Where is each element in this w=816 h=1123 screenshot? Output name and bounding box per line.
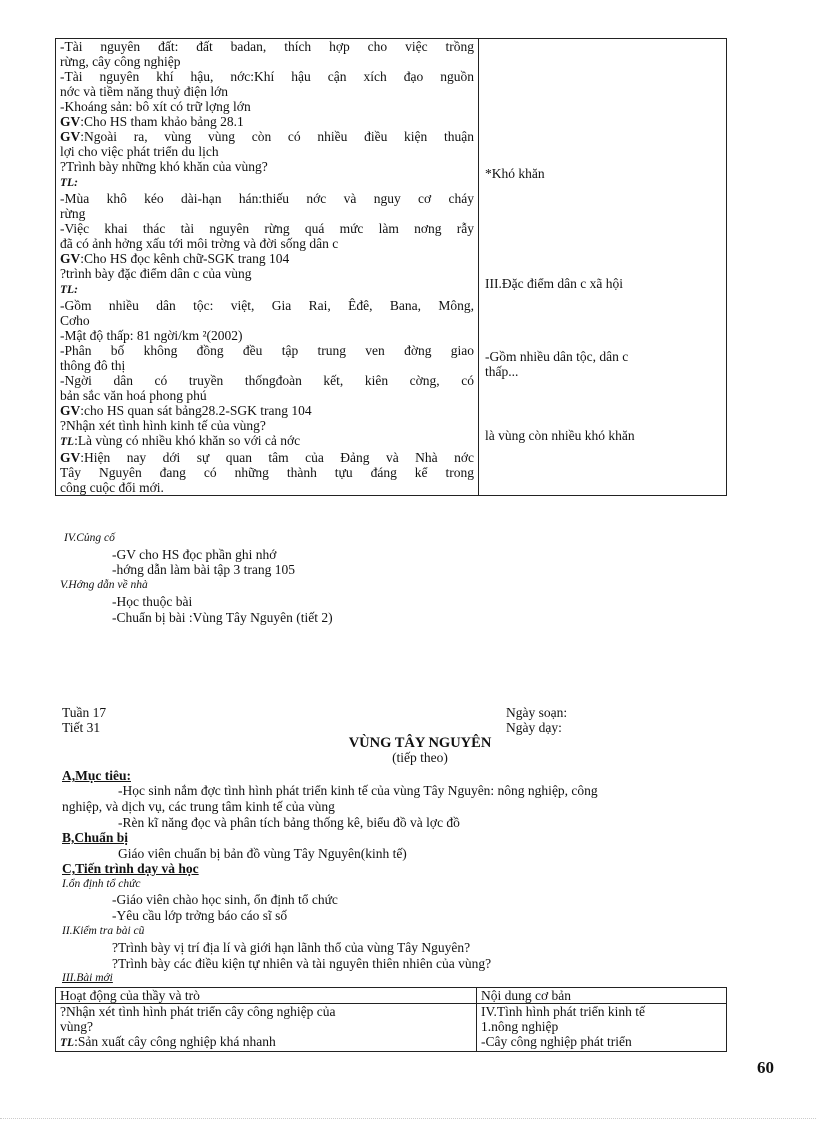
lesson-table-bottom: [55, 987, 727, 1052]
activity-line: -Khoáng sản: bô xít có trữ lợng lớn: [60, 99, 251, 114]
bottom-line-2: vùng?: [60, 1019, 93, 1034]
activity-line: rừng: [60, 206, 86, 221]
lesson-table-top: [55, 38, 727, 496]
cung-co-item-1: -GV cho HS đọc phần ghi nhớ: [112, 547, 277, 562]
bottom-line-3: TL:Sản xuất cây công nghiệp khá nhanh: [60, 1034, 276, 1049]
activity-line: TL:Là vùng có nhiều khó khăn so với cả nớc: [60, 433, 301, 448]
activity-line: thông đô thị: [60, 358, 126, 373]
activity-line: -Ngời dân có truyền thốngđoàn kết, kiên cờng, có: [60, 373, 474, 388]
activity-line: TL:: [60, 284, 78, 296]
muc-tieu-line-2: nghiệp, và dịch vụ, các trung tâm kinh tế của vùng: [62, 799, 335, 814]
lesson-title: VÙNG TÂY NGUYÊN: [348, 735, 492, 751]
ngay-day-label: Ngày dạy:: [506, 720, 562, 735]
teacher-student-activity-cell: [56, 39, 479, 496]
page-number: 60: [757, 1058, 774, 1077]
right-gom-2: thấp...: [485, 364, 519, 379]
on-dinh-heading: I.ổn định tổ chức: [62, 878, 141, 890]
muc-tieu-line-3: -Rèn kĩ năng đọc và phân tích bảng thống kê, biểu đồ và lợc đồ: [118, 815, 460, 830]
activity-line: GV:Cho HS tham khảo bảng 28.1: [60, 114, 244, 129]
activity-line: GV:Hiện nay dới sự quan tâm của Đảng và Nhà nớc: [60, 450, 474, 465]
activity-line: ?trình bày đặc điểm dân c của vùng: [60, 266, 252, 281]
activity-line: Tây Nguyên đang có những thành tựu đáng kể trong: [60, 465, 474, 480]
activity-line: đã có ảnh hởng xấu tới môi trờng và đời sống dân c: [60, 236, 339, 251]
activity-line: ?Nhận xét tình hình kinh tế của vùng?: [60, 418, 266, 433]
activity-line: -Tài nguyên đất: đất badan, thích hợp cho việc trồng: [60, 39, 474, 54]
table-row-content: [477, 1004, 727, 1052]
chuan-bi-line-1: Giáo viên chuẩn bị bản đồ vùng Tây Nguyên(kinh tế): [118, 846, 407, 861]
kiem-tra-line-2: ?Trình bày các điều kiện tự nhiên và tài nguyên thiên nhiên của vùng?: [112, 956, 492, 971]
kiem-tra-heading: II.Kiểm tra bài cũ: [62, 925, 145, 937]
chuan-bi-heading: B,Chuẩn bị: [62, 830, 129, 845]
table-header-activity: Hoạt động của thầy và trò: [56, 988, 477, 1004]
activity-line: TL:: [60, 177, 78, 189]
activity-line: công cuộc đổi mới.: [60, 480, 164, 495]
activity-line: -Mật độ thấp: 81 ngời/km ²(2002): [60, 328, 243, 343]
bottom-right-1: IV.Tình hình phát triển kinh tế: [481, 1004, 645, 1019]
bottom-right-2: 1.nông nghiệp: [481, 1019, 559, 1034]
table-header-content: Nội dung cơ bản: [477, 988, 727, 1004]
bottom-right-3: -Cây công nghiệp phát triển: [481, 1034, 632, 1049]
cung-co-item-2: -hớng dẫn làm bài tập 3 trang 105: [112, 562, 295, 577]
right-kho-khan: *Khó khăn: [485, 166, 545, 181]
tiet-label: Tiết 31: [62, 720, 101, 735]
huong-dan-item-2: -Chuẩn bị bài :Vùng Tây Nguyên (tiết 2): [112, 610, 333, 625]
activity-line: lợi cho việc phát triển du lịch: [60, 144, 219, 159]
lesson-subtitle: (tiếp theo): [392, 750, 448, 765]
content-cell: [479, 39, 727, 496]
table-row-activity: [56, 1004, 477, 1052]
muc-tieu-line-1: -Học sinh nắm đợc tình hình phát triển kinh tế của vùng Tây Nguyên: nông nghiệp, công: [118, 783, 598, 798]
activity-line: nớc và tiềm năng thuỷ điện lớn: [60, 84, 228, 99]
bottom-line-1: ?Nhận xét tình hình phát triển cây công nghiệp của: [60, 1004, 336, 1019]
activity-line: rừng, cây công nghiệp: [60, 54, 181, 69]
activity-line: bản sắc văn hoá phong phú: [60, 388, 207, 403]
activity-line: -Mùa khô kéo dài-hạn hán:thiếu nớc và nguy cơ cháy: [60, 191, 474, 206]
on-dinh-line-2: -Yêu cầu lớp trởng báo cáo sĩ số: [112, 908, 288, 923]
on-dinh-line-1: -Giáo viên chào học sinh, ổn định tổ chức: [112, 892, 338, 907]
right-dac-diem: III.Đặc điểm dân c xã hội: [485, 276, 623, 291]
activity-line: Cơho: [60, 313, 90, 328]
tien-trinh-heading: C,Tiến trình dạy và học: [62, 861, 199, 876]
bai-moi-heading: III.Bài mới: [62, 972, 113, 984]
tuan-label: Tuần 17: [62, 705, 107, 720]
huong-dan-item-1: -Học thuộc bài: [112, 594, 193, 609]
activity-line: GV:Cho HS đọc kênh chữ-SGK trang 104: [60, 251, 290, 266]
activity-line: GV:cho HS quan sát bảng28.2-SGK trang 104: [60, 403, 312, 418]
kiem-tra-line-1: ?Trình bày vị trí địa lí và giới hạn lãnh thổ của vùng Tây Nguyên?: [112, 940, 471, 955]
cung-co-heading: IV.Củng cố: [64, 532, 115, 544]
right-gom-1: -Gồm nhiều dân tộc, dân c: [485, 349, 629, 364]
huong-dan-heading: V.Hớng dẫn về nhà: [60, 579, 148, 591]
activity-line: -Gồm nhiều dân tộc: việt, Gia Rai, Êđê, Bana, Mông,: [60, 298, 474, 313]
muc-tieu-heading: A,Mục tiêu:: [62, 768, 131, 783]
activity-lines: [60, 39, 474, 495]
activity-line: -Phân bố không đồng đều tập trung ven đờng giao: [60, 343, 474, 358]
page-divider: [0, 1118, 816, 1119]
activity-line: GV:Ngoài ra, vùng vùng còn có nhiều điều kiện thuận: [60, 129, 474, 144]
activity-line: -Việc khai thác tài nguyên rừng quá mức làm nơng rẫy: [60, 221, 474, 236]
activity-line: ?Trình bày những khó khăn của vùng?: [60, 159, 268, 174]
ngay-soan-label: Ngày soạn:: [506, 705, 568, 720]
right-vung: là vùng còn nhiều khó khăn: [485, 428, 635, 443]
activity-line: -Tài nguyên khí hậu, nớc:Khí hậu cận xích đạo nguồn: [60, 69, 474, 84]
